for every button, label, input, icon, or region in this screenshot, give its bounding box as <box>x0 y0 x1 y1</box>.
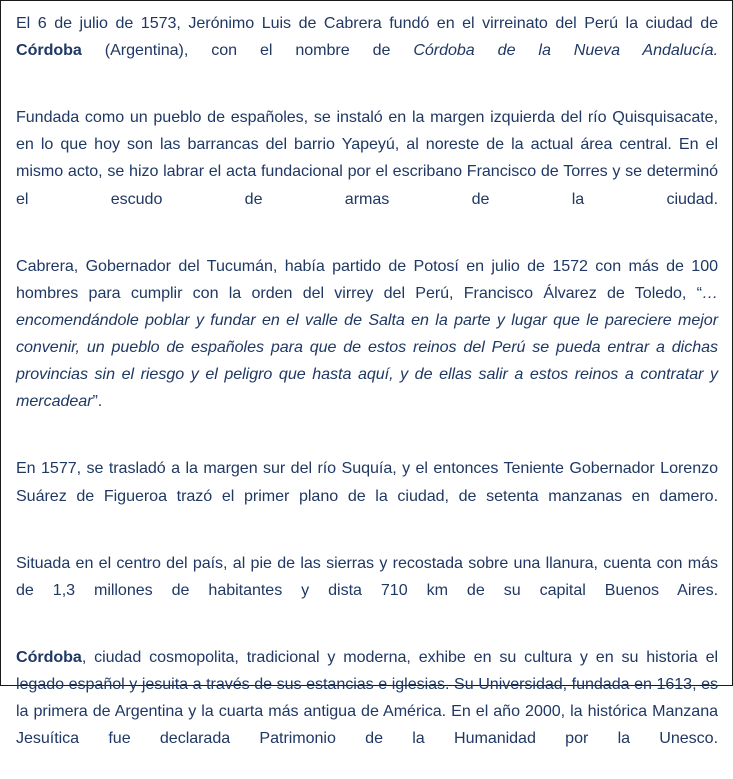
text-run: Situada en el centro del país, al pie de las sierras y recostada sobre una llanura, cuenta con más de 1,3 millones de habitantes y dista 710 km de su capital Buenos Aires. <box>16 553 718 599</box>
paragraph <box>16 644 718 779</box>
paragraph <box>16 253 718 443</box>
italic-text-run: Córdoba de la Nueva Andalucía. <box>413 41 718 60</box>
text-run: Cabrera, Gobernador del Tucumán, había partido de Potosí en julio de 1572 con más de 100 hombres para cumplir con la orden del virrey del Perú, Francisco Álvarez de Toledo, “ <box>16 256 718 302</box>
bold-text-run: Córdoba <box>16 647 82 666</box>
text-run: ”. <box>92 392 103 411</box>
document-text-body <box>16 10 718 779</box>
italic-text-run: …encomendándole poblar y fundar en el valle de Salta en la parte y lugar que le pareciere mejor convenir, un pueblo de españoles para que de estos reinos del Perú se pueda entrar a dichas provincias sin el riesgo y el peligro que hasta aquí, y de ellas salir a estos reinos a contratar y mercadear <box>16 283 718 411</box>
text-run: , ciudad cosmopolita, tradicional y moderna, exhibe en su cultura y en su historia el legado español y jesuita a través de sus estancias e iglesias. Su Universidad, fundada en 1613, es la primera de Argentina y la cuarta más antigua de América. En el año 2000, la histórica Manzana Jesuítica fue declarada Patrimonio de la Humanidad por la Unesco. <box>16 647 718 748</box>
bold-text-run: Córdoba <box>16 41 82 60</box>
text-run: (Argentina), con el nombre de <box>81 41 414 60</box>
text-run: Fundada como un pueblo de españoles, se instaló en la margen izquierda del río Quisquisacate, en lo que hoy son las barrancas del barrio Yapeyú, al noreste de la actual área central. En el mismo acto, se hizo labrar el acta fundacional por el escribano Francisco de Torres y se determinó el escudo de armas de la ciudad. <box>16 108 718 208</box>
paragraph <box>16 10 718 91</box>
text-run: El 6 de julio de 1573, Jerónimo Luis de Cabrera fundó en el virreinato del Perú la ciudad de <box>16 14 718 32</box>
paragraph <box>16 550 718 631</box>
paragraph <box>16 104 718 239</box>
paragraph <box>16 455 718 536</box>
text-run: En 1577, se trasladó a la margen sur del río Suquía, y el entonces Teniente Gobernador Lorenzo Suárez de Figueroa trazó el primer plano de la ciudad, de setenta manzanas en damero. <box>16 459 718 505</box>
